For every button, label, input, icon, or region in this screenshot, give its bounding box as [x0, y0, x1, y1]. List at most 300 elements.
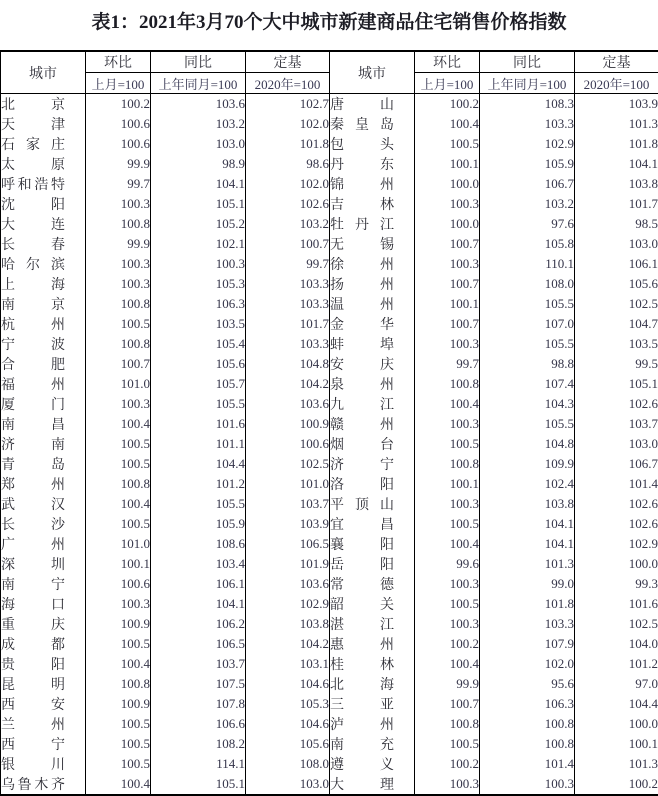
base-value-cell: 104.6: [246, 674, 330, 694]
base-value-cell: 106.5: [246, 534, 330, 554]
base-value-cell: 103.9: [246, 514, 330, 534]
city-name: 蚌埠: [330, 334, 394, 354]
mom-value-cell: 100.5: [86, 634, 151, 654]
mom-value-cell: 100.3: [415, 494, 480, 514]
mom-value-cell: 101.0: [86, 374, 151, 394]
subheader-base-right: 2020年=100: [575, 73, 658, 94]
yoy-value-cell: 98.8: [480, 354, 575, 374]
mom-value-cell: 100.4: [415, 394, 480, 414]
table-row: [1, 294, 658, 314]
col-header-mom-right: 环比: [415, 51, 480, 73]
base-value-cell: 100.6: [246, 434, 330, 454]
city-name: 济宁: [330, 454, 394, 474]
city-cell: [1, 514, 86, 534]
table-row: [1, 734, 658, 754]
col-header-mom-left: 环比: [86, 51, 151, 73]
mom-value-cell: 100.5: [86, 514, 151, 534]
city-name: 大连: [1, 214, 65, 234]
mom-value-cell: 100.7: [415, 274, 480, 294]
table-row: [1, 274, 658, 294]
base-value-cell: 101.3: [575, 114, 658, 134]
table-row: [1, 514, 658, 534]
city-cell: [330, 634, 415, 654]
yoy-value-cell: 103.5: [151, 314, 246, 334]
base-value-cell: 100.1: [575, 734, 658, 754]
base-value-cell: 102.5: [575, 294, 658, 314]
city-cell: [1, 694, 86, 714]
city-cell: [330, 514, 415, 534]
city-cell: [1, 654, 86, 674]
mom-value-cell: 100.7: [415, 234, 480, 254]
city-name: 三亚: [330, 694, 394, 714]
city-cell: [1, 394, 86, 414]
yoy-value-cell: 110.1: [480, 254, 575, 274]
city-cell: [1, 174, 86, 194]
base-value-cell: 102.0: [246, 174, 330, 194]
city-name: 温州: [330, 294, 394, 314]
city-name: 襄阳: [330, 534, 394, 554]
base-value-cell: 103.6: [246, 574, 330, 594]
city-name: 泸州: [330, 714, 394, 734]
yoy-value-cell: 104.4: [151, 454, 246, 474]
yoy-value-cell: 107.5: [151, 674, 246, 694]
city-cell: [330, 354, 415, 374]
base-value-cell: 101.2: [575, 654, 658, 674]
city-cell: [330, 714, 415, 734]
base-value-cell: 102.5: [575, 614, 658, 634]
yoy-value-cell: 103.4: [151, 554, 246, 574]
table-row: [1, 154, 658, 174]
city-name: 牡丹江: [330, 214, 394, 234]
city-name: 哈尔滨: [1, 254, 65, 274]
mom-value-cell: 100.5: [415, 134, 480, 154]
base-value-cell: 103.5: [575, 334, 658, 354]
city-cell: [330, 534, 415, 554]
table-header: [1, 51, 658, 94]
city-name: 锦州: [330, 174, 394, 194]
subheader-base-left: 2020年=100: [246, 73, 330, 94]
base-value-cell: 102.6: [575, 494, 658, 514]
mom-value-cell: 100.5: [86, 434, 151, 454]
table-row: [1, 194, 658, 214]
city-name: 湛江: [330, 614, 394, 634]
city-name: 福州: [1, 374, 65, 394]
mom-value-cell: 99.7: [415, 354, 480, 374]
city-name: 西安: [1, 694, 65, 714]
base-value-cell: 101.7: [575, 194, 658, 214]
mom-value-cell: 100.4: [415, 654, 480, 674]
base-value-cell: 102.9: [575, 534, 658, 554]
city-name: 上海: [1, 274, 65, 294]
mom-value-cell: 100.7: [415, 314, 480, 334]
city-name: 厦门: [1, 394, 65, 414]
base-value-cell: 101.8: [575, 134, 658, 154]
yoy-value-cell: 108.2: [151, 734, 246, 754]
base-value-cell: 101.6: [575, 594, 658, 614]
col-header-city-left: 城市: [1, 51, 86, 94]
city-name: 银川: [1, 754, 65, 774]
yoy-value-cell: 102.0: [480, 654, 575, 674]
mom-value-cell: 100.1: [415, 154, 480, 174]
table-row: [1, 334, 658, 354]
mom-value-cell: 100.9: [86, 614, 151, 634]
base-value-cell: 102.7: [246, 94, 330, 115]
mom-value-cell: 100.4: [86, 774, 151, 795]
city-name: 秦皇岛: [330, 114, 394, 134]
city-cell: [1, 434, 86, 454]
city-name: 大理: [330, 774, 394, 794]
city-cell: [330, 94, 415, 115]
city-name: 南宁: [1, 574, 65, 594]
mom-value-cell: 100.5: [86, 734, 151, 754]
yoy-value-cell: 103.3: [480, 614, 575, 634]
city-cell: [330, 554, 415, 574]
city-cell: [1, 134, 86, 154]
city-name: 北海: [330, 674, 394, 694]
base-value-cell: 99.5: [575, 354, 658, 374]
subheader-mom-right: 上月=100: [415, 73, 480, 94]
yoy-value-cell: 101.1: [151, 434, 246, 454]
city-cell: [330, 614, 415, 634]
city-cell: [330, 414, 415, 434]
yoy-value-cell: 99.0: [480, 574, 575, 594]
base-value-cell: 103.9: [575, 94, 658, 115]
mom-value-cell: 100.3: [415, 574, 480, 594]
yoy-value-cell: 106.5: [151, 634, 246, 654]
mom-value-cell: 100.4: [86, 414, 151, 434]
city-name: 吉林: [330, 194, 394, 214]
city-cell: [1, 94, 86, 115]
city-name: 天津: [1, 114, 65, 134]
yoy-value-cell: 105.5: [480, 294, 575, 314]
table-row: [1, 214, 658, 234]
city-name: 惠州: [330, 634, 394, 654]
table-row: [1, 634, 658, 654]
table-row: [1, 254, 658, 274]
mom-value-cell: 100.5: [415, 594, 480, 614]
city-name: 深圳: [1, 554, 65, 574]
city-name: 唐山: [330, 94, 394, 114]
city-name: 九江: [330, 394, 394, 414]
mom-value-cell: 100.3: [415, 614, 480, 634]
city-name: 西宁: [1, 734, 65, 754]
mom-value-cell: 100.3: [415, 254, 480, 274]
city-cell: [330, 494, 415, 514]
base-value-cell: 100.2: [575, 774, 658, 795]
yoy-value-cell: 103.8: [480, 494, 575, 514]
mom-value-cell: 100.8: [86, 294, 151, 314]
yoy-value-cell: 101.4: [480, 754, 575, 774]
city-cell: [1, 754, 86, 774]
base-value-cell: 103.1: [246, 654, 330, 674]
table-row: [1, 314, 658, 334]
header-row-sub: [1, 73, 658, 94]
mom-value-cell: 100.6: [86, 134, 151, 154]
city-cell: [1, 734, 86, 754]
mom-value-cell: 100.8: [415, 714, 480, 734]
mom-value-cell: 99.9: [415, 674, 480, 694]
yoy-value-cell: 108.6: [151, 534, 246, 554]
city-cell: [1, 614, 86, 634]
base-value-cell: 103.2: [246, 214, 330, 234]
base-value-cell: 101.8: [246, 134, 330, 154]
city-name: 武汉: [1, 494, 65, 514]
mom-value-cell: 100.3: [415, 774, 480, 795]
base-value-cell: 105.3: [246, 694, 330, 714]
yoy-value-cell: 103.7: [151, 654, 246, 674]
base-value-cell: 104.8: [246, 354, 330, 374]
city-cell: [330, 194, 415, 214]
city-name: 昆明: [1, 674, 65, 694]
base-value-cell: 108.0: [246, 754, 330, 774]
mom-value-cell: 100.0: [415, 214, 480, 234]
base-value-cell: 103.3: [246, 294, 330, 314]
base-value-cell: 101.7: [246, 314, 330, 334]
col-header-yoy-right: 同比: [480, 51, 575, 73]
mom-value-cell: 100.3: [86, 594, 151, 614]
table-row: [1, 434, 658, 454]
yoy-value-cell: 105.6: [151, 354, 246, 374]
base-value-cell: 99.7: [246, 254, 330, 274]
yoy-value-cell: 107.9: [480, 634, 575, 654]
city-cell: [1, 634, 86, 654]
mom-value-cell: 100.3: [86, 274, 151, 294]
mom-value-cell: 100.3: [415, 194, 480, 214]
table-row: [1, 374, 658, 394]
city-cell: [330, 774, 415, 795]
city-cell: [1, 554, 86, 574]
table-row: [1, 754, 658, 774]
table-row: [1, 614, 658, 634]
yoy-value-cell: 101.3: [480, 554, 575, 574]
city-cell: [330, 294, 415, 314]
city-cell: [1, 334, 86, 354]
yoy-value-cell: 106.1: [151, 574, 246, 594]
yoy-value-cell: 108.0: [480, 274, 575, 294]
city-cell: [1, 254, 86, 274]
city-cell: [330, 574, 415, 594]
mom-value-cell: 100.7: [415, 694, 480, 714]
mom-value-cell: 100.3: [86, 254, 151, 274]
city-name: 烟台: [330, 434, 394, 454]
base-value-cell: 104.0: [575, 634, 658, 654]
city-name: 贵阳: [1, 654, 65, 674]
mom-value-cell: 100.9: [86, 694, 151, 714]
yoy-value-cell: 105.8: [480, 234, 575, 254]
base-value-cell: 102.6: [575, 394, 658, 414]
city-name: 遵义: [330, 754, 394, 774]
table-row: [1, 674, 658, 694]
city-cell: [330, 594, 415, 614]
city-cell: [1, 454, 86, 474]
table-row: [1, 134, 658, 154]
city-name: 成都: [1, 634, 65, 654]
city-cell: [330, 334, 415, 354]
city-name: 青岛: [1, 454, 65, 474]
base-value-cell: 100.0: [575, 554, 658, 574]
yoy-value-cell: 104.3: [480, 394, 575, 414]
city-name: 济南: [1, 434, 65, 454]
yoy-value-cell: 105.3: [151, 274, 246, 294]
yoy-value-cell: 103.3: [480, 114, 575, 134]
city-name: 桂林: [330, 654, 394, 674]
base-value-cell: 101.9: [246, 554, 330, 574]
city-name: 重庆: [1, 614, 65, 634]
city-name: 北京: [1, 94, 65, 114]
city-name: 南昌: [1, 414, 65, 434]
base-value-cell: 100.9: [246, 414, 330, 434]
yoy-value-cell: 104.1: [151, 594, 246, 614]
city-cell: [330, 214, 415, 234]
city-name: 南充: [330, 734, 394, 754]
table-row: [1, 774, 658, 795]
table-row: [1, 354, 658, 374]
subheader-yoy-left: 上年同月=100: [151, 73, 246, 94]
city-name: 广州: [1, 534, 65, 554]
city-name: 杭州: [1, 314, 65, 334]
mom-value-cell: 100.5: [86, 454, 151, 474]
city-cell: [330, 234, 415, 254]
yoy-value-cell: 98.9: [151, 154, 246, 174]
yoy-value-cell: 106.7: [480, 174, 575, 194]
table-row: [1, 574, 658, 594]
col-header-yoy-left: 同比: [151, 51, 246, 73]
table-row: [1, 394, 658, 414]
yoy-value-cell: 106.2: [151, 614, 246, 634]
city-cell: [1, 674, 86, 694]
mom-value-cell: 100.1: [415, 294, 480, 314]
mom-value-cell: 100.8: [86, 674, 151, 694]
mom-value-cell: 100.4: [415, 114, 480, 134]
yoy-value-cell: 105.2: [151, 214, 246, 234]
yoy-value-cell: 103.2: [480, 194, 575, 214]
city-cell: [330, 314, 415, 334]
base-value-cell: 102.6: [246, 194, 330, 214]
base-value-cell: 104.7: [575, 314, 658, 334]
mom-value-cell: 100.8: [86, 214, 151, 234]
base-value-cell: 102.9: [246, 594, 330, 614]
city-cell: [1, 494, 86, 514]
city-name: 长沙: [1, 514, 65, 534]
city-cell: [1, 374, 86, 394]
yoy-value-cell: 105.9: [480, 154, 575, 174]
city-cell: [1, 714, 86, 734]
header-row-group: [1, 51, 658, 73]
table-title: 表1：2021年3月70个大中城市新建商品住宅销售价格指数: [0, 0, 658, 34]
mom-value-cell: 100.2: [86, 94, 151, 115]
mom-value-cell: 99.9: [86, 154, 151, 174]
mom-value-cell: 101.0: [86, 534, 151, 554]
base-value-cell: 106.7: [575, 454, 658, 474]
mom-value-cell: 100.4: [415, 534, 480, 554]
mom-value-cell: 100.1: [415, 474, 480, 494]
base-value-cell: 103.8: [246, 614, 330, 634]
base-value-cell: 102.6: [575, 514, 658, 534]
base-value-cell: 101.0: [246, 474, 330, 494]
yoy-value-cell: 102.4: [480, 474, 575, 494]
city-cell: [1, 114, 86, 134]
table-row: [1, 454, 658, 474]
yoy-value-cell: 105.4: [151, 334, 246, 354]
mom-value-cell: 100.3: [86, 394, 151, 414]
table-row: [1, 654, 658, 674]
city-cell: [1, 314, 86, 334]
yoy-value-cell: 105.1: [151, 194, 246, 214]
city-cell: [330, 394, 415, 414]
table-body: [1, 94, 658, 796]
subheader-mom-left: 上月=100: [86, 73, 151, 94]
table-row: [1, 594, 658, 614]
yoy-value-cell: 105.5: [151, 394, 246, 414]
base-value-cell: 106.1: [575, 254, 658, 274]
city-name: 宁波: [1, 334, 65, 354]
table-row: [1, 114, 658, 134]
city-cell: [1, 534, 86, 554]
base-value-cell: 98.5: [575, 214, 658, 234]
city-name: 丹东: [330, 154, 394, 174]
mom-value-cell: 100.6: [86, 574, 151, 594]
base-value-cell: 103.8: [575, 174, 658, 194]
mom-value-cell: 100.5: [86, 754, 151, 774]
base-value-cell: 104.2: [246, 634, 330, 654]
table-row: [1, 94, 658, 115]
city-cell: [1, 774, 86, 795]
base-value-cell: 103.0: [575, 434, 658, 454]
yoy-value-cell: 100.8: [480, 714, 575, 734]
city-name: 扬州: [330, 274, 394, 294]
yoy-value-cell: 108.3: [480, 94, 575, 115]
city-name: 太原: [1, 154, 65, 174]
table-row: [1, 554, 658, 574]
table-row: [1, 414, 658, 434]
city-cell: [330, 114, 415, 134]
base-value-cell: 104.1: [575, 154, 658, 174]
mom-value-cell: 100.8: [415, 374, 480, 394]
city-cell: [330, 694, 415, 714]
base-value-cell: 104.6: [246, 714, 330, 734]
yoy-value-cell: 104.1: [480, 534, 575, 554]
mom-value-cell: 100.5: [415, 514, 480, 534]
city-cell: [330, 734, 415, 754]
yoy-value-cell: 105.9: [151, 514, 246, 534]
yoy-value-cell: 107.0: [480, 314, 575, 334]
city-name: 金华: [330, 314, 394, 334]
city-cell: [1, 234, 86, 254]
yoy-value-cell: 106.3: [151, 294, 246, 314]
city-name: 海口: [1, 594, 65, 614]
city-name: 泉州: [330, 374, 394, 394]
mom-value-cell: 100.2: [415, 754, 480, 774]
base-value-cell: 103.7: [246, 494, 330, 514]
city-name: 安庆: [330, 354, 394, 374]
base-value-cell: 101.4: [575, 474, 658, 494]
city-name: 呼和浩特: [1, 174, 65, 194]
city-cell: [1, 474, 86, 494]
yoy-value-cell: 114.1: [151, 754, 246, 774]
col-header-city-right: 城市: [330, 51, 415, 94]
city-name: 常德: [330, 574, 394, 594]
city-name: 包头: [330, 134, 394, 154]
city-cell: [1, 354, 86, 374]
yoy-value-cell: 100.8: [480, 734, 575, 754]
base-value-cell: 103.0: [246, 774, 330, 795]
city-cell: [330, 674, 415, 694]
mom-value-cell: 100.1: [86, 554, 151, 574]
price-index-table: [0, 50, 658, 796]
base-value-cell: 103.3: [246, 334, 330, 354]
city-cell: [1, 414, 86, 434]
mom-value-cell: 100.7: [86, 354, 151, 374]
